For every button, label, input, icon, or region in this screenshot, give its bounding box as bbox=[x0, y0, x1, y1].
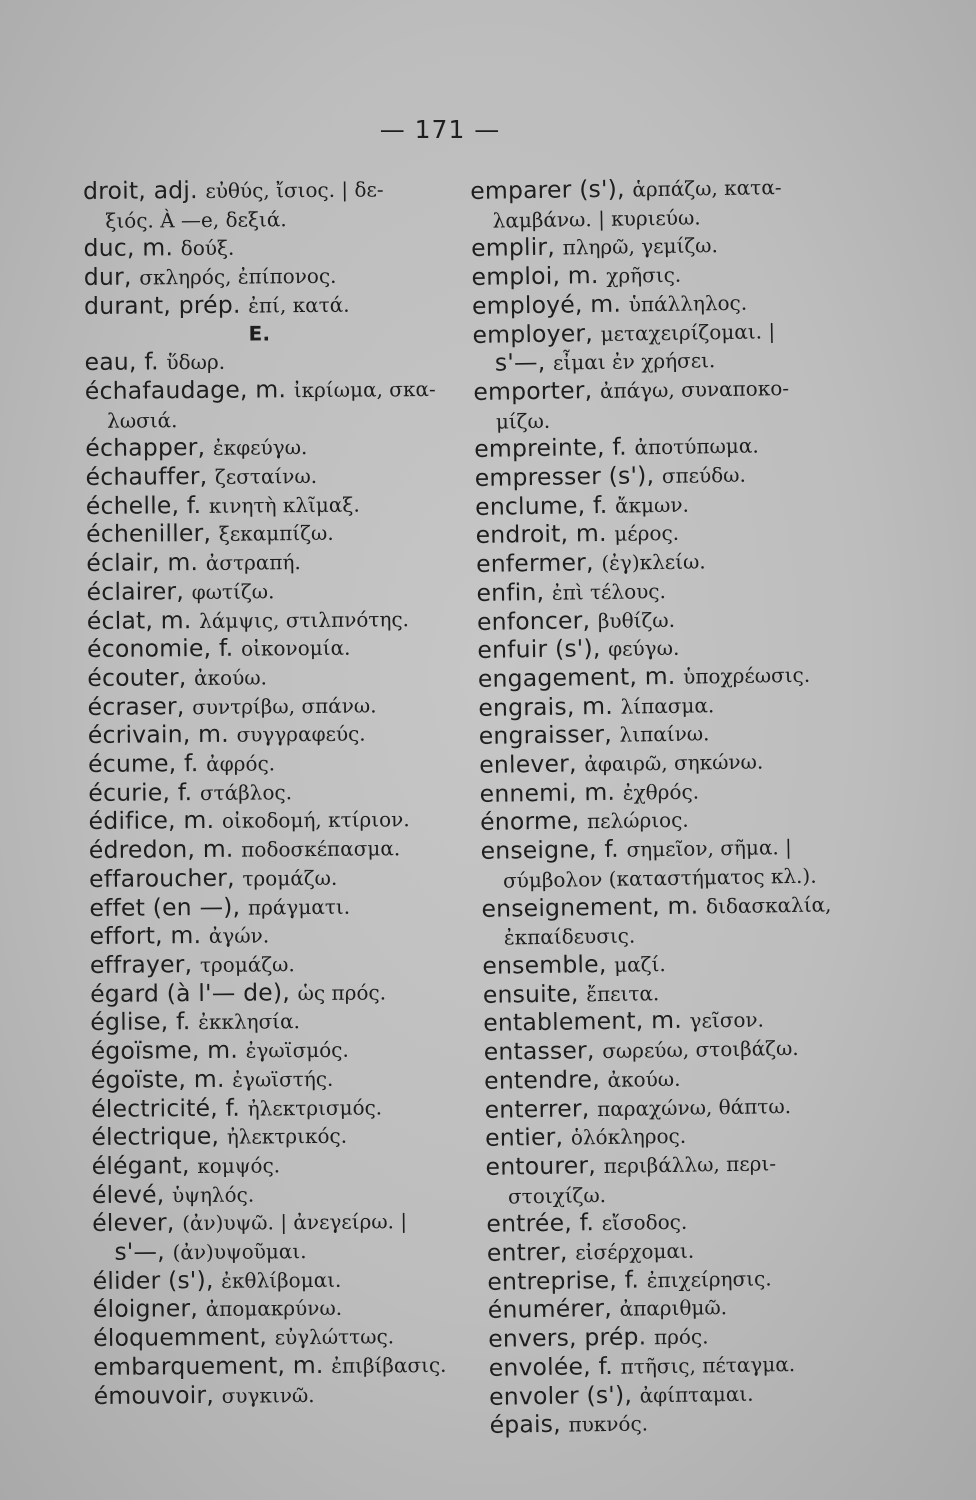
french-headword: entablement, m. bbox=[483, 1006, 690, 1038]
dictionary-entry bbox=[89, 834, 479, 866]
french-headword: égoïste, m. bbox=[90, 1064, 233, 1094]
dictionary-entry bbox=[93, 1264, 483, 1296]
french-headword: entrée, f. bbox=[486, 1208, 602, 1239]
greek-translation: κινητὴ κλῖμαξ. bbox=[208, 492, 360, 518]
french-headword: emporter, bbox=[473, 375, 601, 406]
greek-translation: ἀπάγω, συναποκο- bbox=[599, 375, 790, 403]
greek-translation: φεύγω. bbox=[607, 636, 680, 662]
dictionary-entry bbox=[92, 1207, 482, 1239]
french-headword: enseigne, f. bbox=[480, 834, 627, 866]
french-headword: éloigner, bbox=[92, 1294, 206, 1324]
french-headword: durant, prép. bbox=[83, 290, 249, 320]
greek-translation: τρομάζω. bbox=[242, 865, 338, 891]
dictionary-entry bbox=[93, 1293, 483, 1325]
greek-translation: πτῆσις, πέταγμα. bbox=[620, 1351, 796, 1379]
greek-translation: σκληρός, ἐπίπονος. bbox=[139, 263, 337, 290]
french-headword: éloquemment, bbox=[93, 1322, 275, 1353]
french-headword: effrayer, bbox=[89, 949, 201, 979]
dictionary-entry bbox=[86, 575, 476, 607]
greek-translation: γεῖσον. bbox=[689, 1007, 765, 1034]
greek-translation: ὁλόκληρος. bbox=[570, 1123, 687, 1150]
dictionary-entry bbox=[89, 805, 479, 837]
greek-translation: πληρῶ, γεμίζω. bbox=[562, 233, 719, 260]
french-headword: ensemble, bbox=[482, 949, 615, 980]
greek-translation: ἐγωϊσμός. bbox=[245, 1037, 349, 1063]
greek-translation: ἐχθρός. bbox=[622, 779, 700, 805]
greek-translation: ἀπομακρύνω. bbox=[205, 1296, 343, 1322]
dictionary-entry bbox=[83, 175, 473, 207]
greek-translation: ὑποχρέωσις. bbox=[682, 662, 811, 689]
french-headword: employé, m. bbox=[471, 289, 629, 320]
french-headword: élider (s'), bbox=[92, 1265, 222, 1295]
french-headword: électricité, f. bbox=[90, 1093, 248, 1123]
greek-translation: στάβλος. bbox=[199, 779, 293, 805]
french-headword: échelle, f. bbox=[85, 490, 210, 520]
section-letter bbox=[84, 318, 474, 349]
dictionary-entry bbox=[90, 1006, 480, 1038]
greek-translation: πράγματι. bbox=[247, 894, 351, 920]
greek-translation: ζεσταίνω. bbox=[214, 464, 318, 489]
dictionary-entry bbox=[489, 1406, 889, 1441]
greek-translation: ἀκούω. bbox=[193, 665, 268, 691]
greek-translation: ἀστραπή. bbox=[205, 550, 301, 576]
french-headword: entendre, bbox=[483, 1064, 608, 1095]
greek-translation: χρῆσις. bbox=[606, 262, 682, 288]
greek-translation: ἐπιβίβασις. bbox=[331, 1352, 447, 1378]
french-headword: entourer, bbox=[485, 1150, 604, 1181]
greek-translation: παραχώνω, θάπτω. bbox=[596, 1093, 792, 1121]
greek-translation: συγγραφεύς. bbox=[236, 721, 366, 748]
dictionary-entry bbox=[94, 1379, 484, 1411]
greek-translation: οἰκοδομή, κτίριον. bbox=[221, 807, 410, 834]
french-headword: envolée, f. bbox=[488, 1351, 621, 1382]
greek-translation: ἐπί, κατά. bbox=[248, 292, 350, 318]
french-headword: économie, f. bbox=[86, 633, 242, 664]
french-headword: éclat, m. bbox=[86, 605, 200, 635]
french-headword: enfermer, bbox=[475, 548, 602, 579]
greek-translation: τρομάζω. bbox=[199, 952, 295, 977]
french-headword: endroit, m. bbox=[475, 519, 615, 550]
french-headword: ensuite, bbox=[482, 978, 587, 1009]
greek-translation: (ἀν)υψοῦμαι. bbox=[172, 1239, 307, 1265]
french-headword: enclume, f. bbox=[474, 490, 616, 521]
greek-translation: εὐθύς, ἴσιος. | δε- bbox=[205, 177, 384, 203]
greek-translation: ἀκούω. bbox=[607, 1066, 681, 1092]
greek-translation: ἀπαριθμῶ. bbox=[619, 1295, 728, 1322]
page-number: — 171 — bbox=[379, 115, 501, 144]
greek-translation: σύμβολον (καταστήματος κλ.). bbox=[502, 863, 817, 893]
greek-translation: εὐγλώττως. bbox=[274, 1324, 395, 1350]
greek-translation: (ἐγ)κλείω. bbox=[601, 549, 706, 576]
greek-translation: ἐπιχείρησις. bbox=[646, 1266, 772, 1293]
dictionary-entry bbox=[89, 862, 479, 894]
dictionary-entry bbox=[85, 403, 475, 435]
french-headword: église, f. bbox=[90, 1007, 199, 1037]
greek-translation: συγκινῶ. bbox=[221, 1382, 315, 1408]
greek-translation: σωρεύω, στοιβάζω. bbox=[602, 1036, 799, 1064]
dictionary-entry bbox=[85, 432, 475, 464]
dictionary-entry bbox=[87, 662, 477, 694]
greek-translation: οἰκονομία. bbox=[240, 635, 351, 661]
french-headword: écume, f. bbox=[87, 749, 207, 779]
greek-translation: ἀφρός. bbox=[206, 751, 276, 777]
dictionary-entry bbox=[85, 461, 475, 493]
french-headword: enfin, bbox=[476, 577, 553, 607]
greek-translation: ἄκμων. bbox=[614, 492, 690, 518]
dictionary-entry bbox=[87, 633, 477, 665]
french-headword: envoler (s'), bbox=[488, 1380, 640, 1411]
french-headword: édifice, m. bbox=[88, 806, 222, 836]
greek-translation: σπεύδω. bbox=[661, 462, 747, 489]
greek-translation: λάμψις, στιλπνότης. bbox=[199, 606, 410, 633]
greek-translation: περιβάλλω, περι- bbox=[603, 1151, 777, 1178]
greek-translation: πελώριος. bbox=[586, 808, 689, 834]
dictionary-entry bbox=[86, 489, 476, 521]
french-headword: engraisser, bbox=[478, 720, 620, 751]
dictionary-entry bbox=[88, 748, 478, 780]
french-headword: écraser, bbox=[87, 691, 193, 721]
french-headword: émouvoir, bbox=[93, 1380, 222, 1410]
french-headword: dur, bbox=[83, 262, 140, 292]
french-headword: enterrer, bbox=[484, 1093, 598, 1124]
left-column bbox=[83, 175, 484, 1412]
french-headword: employer, bbox=[472, 318, 601, 349]
greek-translation: ἰκρίωμα, σκα- bbox=[293, 376, 436, 403]
dictionary-entry bbox=[93, 1350, 483, 1382]
greek-translation: λωσιά. bbox=[107, 407, 178, 433]
dictionary-entry bbox=[91, 1063, 481, 1095]
french-headword: enfuir (s'), bbox=[477, 634, 609, 665]
french-headword: ennemi, m. bbox=[479, 777, 623, 808]
greek-translation: ἐκκλησία. bbox=[198, 1009, 301, 1035]
french-headword: épais, bbox=[489, 1409, 569, 1440]
greek-translation: ξεκαμπίζω. bbox=[218, 521, 334, 547]
dictionary-entry bbox=[90, 920, 480, 952]
dictionary-entry bbox=[90, 977, 480, 1009]
french-headword: entier, bbox=[484, 1122, 572, 1153]
dictionary-entry bbox=[84, 346, 474, 378]
greek-translation: σημεῖον, σῆμα. | bbox=[626, 835, 792, 862]
french-headword: E. bbox=[248, 320, 271, 346]
french-headword: électrique, bbox=[91, 1121, 227, 1152]
french-headword: échauffer, bbox=[85, 461, 216, 492]
dictionary-entry bbox=[84, 289, 474, 321]
french-headword: échafaudage, m. bbox=[84, 375, 294, 405]
greek-translation: ἐπὶ τέλους. bbox=[551, 578, 667, 605]
french-headword: égoïsme, m. bbox=[90, 1035, 246, 1066]
greek-translation: συντρίβω, σπάνω. bbox=[192, 693, 377, 719]
french-headword: emploi, m. bbox=[471, 260, 607, 292]
greek-translation: ἐκφεύγω. bbox=[212, 435, 308, 461]
greek-translation: μέρος. bbox=[614, 521, 680, 547]
french-headword: éclairer, bbox=[86, 576, 192, 606]
greek-translation: δούξ. bbox=[180, 236, 235, 261]
french-headword: énorme, bbox=[479, 806, 588, 837]
greek-translation: ἠλεκτρικός. bbox=[226, 1123, 348, 1149]
greek-translation: εἴσοδος. bbox=[601, 1210, 688, 1236]
greek-translation: ἀγών. bbox=[208, 923, 270, 949]
greek-translation: ἀφίπταμαι. bbox=[639, 1381, 754, 1408]
french-headword: enseignement, m. bbox=[481, 890, 707, 923]
greek-translation: πυκνός. bbox=[568, 1411, 649, 1437]
dictionary-entry bbox=[84, 261, 474, 293]
french-headword: droit, adj. bbox=[82, 175, 206, 205]
dictionary-entry bbox=[92, 1149, 482, 1181]
french-headword: écheniller, bbox=[85, 519, 219, 549]
french-headword: effaroucher, bbox=[88, 863, 243, 893]
dictionary-entry bbox=[86, 518, 476, 550]
french-headword: emparer (s'), bbox=[469, 174, 633, 205]
french-headword: écrivain, m. bbox=[87, 720, 237, 750]
french-headword: s'—, bbox=[114, 1237, 173, 1266]
dictionary-entry bbox=[92, 1178, 482, 1210]
french-headword: embarquement, m. bbox=[93, 1350, 332, 1381]
greek-translation: ξιός. À —e, δεξιά. bbox=[105, 206, 287, 233]
dictionary-entry bbox=[90, 949, 480, 981]
dictionary-entry bbox=[84, 232, 474, 264]
french-headword: édredon, m. bbox=[88, 834, 242, 865]
french-headword: duc, m. bbox=[83, 233, 181, 263]
french-headword: engagement, m. bbox=[477, 661, 684, 693]
dictionary-entry bbox=[87, 690, 477, 722]
dictionary-entry bbox=[88, 776, 478, 808]
french-headword: effet (en —), bbox=[89, 892, 249, 922]
french-headword: écouter, bbox=[87, 663, 195, 692]
dictionary-entry bbox=[92, 1236, 482, 1268]
french-headword: élever, bbox=[91, 1208, 183, 1238]
greek-translation: ἐκπαίδευσις. bbox=[503, 923, 636, 950]
greek-translation: ἠλεκτρισμός. bbox=[247, 1094, 383, 1121]
greek-translation: λαμβάνω. | κυριεύω. bbox=[492, 205, 701, 233]
greek-translation: εἶμαι ἐν χρήσει. bbox=[552, 348, 716, 375]
french-headword: effort, m. bbox=[89, 921, 209, 951]
french-headword: eau, f. bbox=[84, 347, 167, 377]
dictionary-entry bbox=[85, 375, 475, 407]
french-headword: énumérer, bbox=[487, 1294, 620, 1325]
dictionary-entry bbox=[87, 604, 477, 636]
french-headword: empresser (s'), bbox=[474, 461, 663, 492]
dictionary-entry bbox=[91, 1092, 481, 1124]
dictionary-entry bbox=[91, 1035, 481, 1067]
greek-translation: μεταχειρίζομαι. | bbox=[600, 318, 776, 346]
french-headword: s'—, bbox=[494, 347, 554, 377]
dictionary-entry bbox=[88, 719, 478, 751]
greek-translation: βυθίζω. bbox=[597, 607, 676, 633]
french-headword: égard (à l'— de), bbox=[89, 977, 298, 1008]
greek-translation: ὡς πρός. bbox=[297, 980, 387, 1005]
greek-translation: ἁρπάζω, κατα- bbox=[632, 175, 782, 202]
french-headword: emplir, bbox=[470, 232, 563, 263]
greek-translation: κομψός. bbox=[197, 1153, 281, 1178]
greek-translation: ὑψηλός. bbox=[171, 1182, 255, 1207]
dictionary-entry bbox=[86, 547, 476, 579]
greek-translation: διδασκαλία, bbox=[705, 891, 832, 918]
right-column bbox=[470, 172, 890, 1441]
dictionary-entry bbox=[83, 203, 473, 235]
dictionary-entry bbox=[93, 1322, 483, 1354]
french-headword: écurie, f. bbox=[88, 777, 201, 807]
greek-translation: μίζω. bbox=[495, 408, 551, 434]
french-headword: élégant, bbox=[91, 1150, 198, 1180]
greek-translation: μαζί. bbox=[613, 952, 666, 977]
greek-translation: φωτίζω. bbox=[191, 579, 275, 604]
greek-translation: πρός. bbox=[653, 1324, 709, 1350]
french-headword: engrais, m. bbox=[478, 691, 621, 722]
greek-translation: λίπασμα. bbox=[620, 692, 715, 719]
french-headword: entreprise, f. bbox=[487, 1265, 647, 1296]
greek-translation: ἀφαιρῶ, σηκώνω. bbox=[584, 749, 764, 777]
greek-translation: ποδοσκέπασμα. bbox=[241, 836, 401, 862]
greek-translation: εἰσέρχομαι. bbox=[575, 1238, 695, 1265]
greek-translation: ὑπάλληλος. bbox=[628, 290, 748, 317]
french-headword: enlever, bbox=[479, 749, 585, 779]
greek-translation: ἐγωϊστής. bbox=[232, 1066, 334, 1092]
french-headword: entasser, bbox=[483, 1036, 603, 1066]
french-headword: éclair, m. bbox=[86, 548, 206, 578]
french-headword: empreinte, f. bbox=[474, 432, 635, 464]
greek-translation: ἐκθλίβομαι. bbox=[221, 1267, 342, 1293]
greek-translation: (ἀν)υψῶ. | ἀνεγείρω. | bbox=[182, 1209, 408, 1236]
dictionary-entry bbox=[91, 1121, 481, 1153]
french-headword: échapper, bbox=[85, 433, 214, 463]
french-headword: envers, prép. bbox=[488, 1322, 655, 1353]
greek-translation: ὕδωρ. bbox=[166, 349, 226, 375]
greek-translation: λιπαίνω. bbox=[619, 721, 710, 748]
greek-translation: ἔπειτα. bbox=[586, 980, 660, 1006]
french-headword: enfoncer, bbox=[476, 605, 599, 636]
dictionary-entry bbox=[89, 891, 479, 923]
greek-translation: ἀποτύπωμα. bbox=[634, 433, 759, 460]
french-headword: élevé, bbox=[91, 1179, 173, 1209]
french-headword: entrer, bbox=[486, 1237, 576, 1267]
greek-translation: στοιχίζω. bbox=[507, 1182, 607, 1209]
